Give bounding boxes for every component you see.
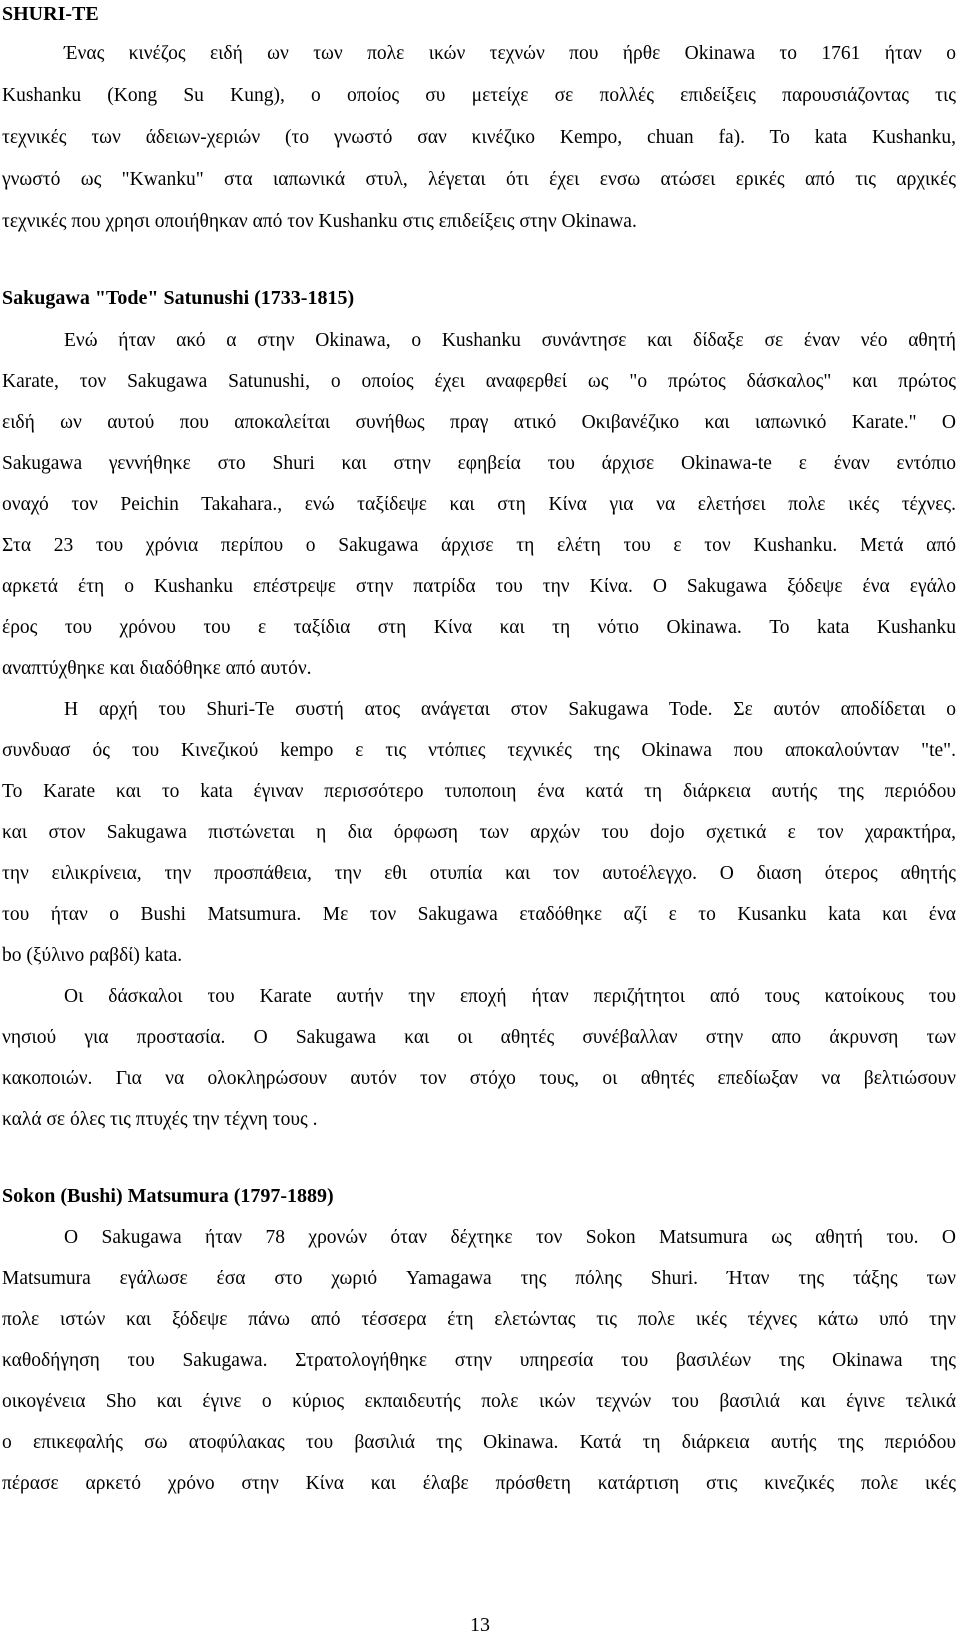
paragraph-line: Στα 23 του χρόνια περίπου ο Sakugawa άρχισε τη ελέτη του ε τον Kushanku. Μετά από [2, 535, 956, 556]
paragraph-line: Ενώ ήταν ακό α στην Okinawa, ο Kushanku συνάντησε και δίδαξε σε έναν νέο αθητή [64, 330, 956, 351]
paragraph-line: Ο Sakugawa ήταν 78 χρονών όταν δέχτηκε τον Sokon Matsumura ως αθητή του. Ο [64, 1227, 956, 1248]
paragraph-line: ειδή ων αυτού που αποκαλείται συνήθως πραγ ατικό Οκιβανέζικο και ιαπωνικό Karate." Ο [2, 412, 956, 433]
paragraph-line: Ένας κινέζος ειδή ων των πολε ικών τεχνών που ήρθε Okinawa το 1761 ήταν ο [64, 43, 956, 64]
paragraph-line: αρκετά έτη ο Kushanku επέστρεψε στην πατρίδα του την Κίνα. Ο Sakugawa ξόδεψε ένα εγάλο [2, 576, 956, 597]
paragraph-line: Οι δάσκαλοι του Karate αυτήν την εποχή ήταν περιζήτητοι από τους κατοίκους του [64, 986, 956, 1007]
paragraph-line: αναπτύχθηκε και διαδόθηκε από αυτόν. [2, 658, 312, 679]
section-heading: Sokon (Bushi) Matsumura (1797-1889) [2, 1185, 334, 1207]
paragraph-line: καθοδήγηση του Sakugawa. Στρατολογήθηκε στην υπηρεσία του βασιλέων της Okinawa της [2, 1350, 956, 1371]
page-number: 13 [470, 1614, 490, 1636]
paragraph-line: Το Karate και το kata έγιναν περισσότερο τυποποιη ένα κατά τη διάρκεια αυτής της περιόδου [2, 781, 956, 802]
paragraph-line: καλά σε όλες τις πτυχές την τέχνη τους . [2, 1109, 318, 1130]
paragraph-line: τεχνικές των άδειων-χεριών (το γνωστό σαν κινέζικο Kempo, chuan fa). Το kata Kushanku, [2, 127, 956, 148]
section-heading: Sakugawa "Tode" Satunushi (1733-1815) [2, 287, 355, 309]
paragraph-line: έρος του χρόνου του ε ταξίδια στη Κίνα και τη νότιο Okinawa. Το kata Kushanku [2, 617, 956, 638]
paragraph-line: οικογένεια Sho και έγινε ο κύριος εκπαιδευτής πολε ικών τεχνών του βασιλιά και έγινε τελικά [2, 1391, 956, 1412]
paragraph-line: του ήταν ο Bushi Matsumura. Με τον Sakugawa εταδόθηκε αζί ε το Kusanku kata και ένα [2, 904, 956, 925]
section-heading: SHURI-TE [2, 3, 99, 25]
paragraph-line: Sakugawa γεννήθηκε στο Shuri και στην εφηβεία του άρχισε Okinawa-te ε έναν εντόπιο [2, 453, 956, 474]
paragraph-line: Η αρχή του Shuri-Te συστή ατος ανάγεται στον Sakugawa Tode. Σε αυτόν αποδίδεται ο [64, 699, 956, 720]
paragraph-line: νησιού για προστασία. Ο Sakugawa και οι αθητές συνέβαλλαν στην απο άκρυνση των [2, 1027, 956, 1048]
paragraph-line: Kushanku (Kong Su Kung), ο οποίος συ μετείχε σε πολλές επιδείξεις παρουσιάζοντας τις [2, 85, 956, 106]
paragraph-line: πέρασε αρκετό χρόνο στην Κίνα και έλαβε πρόσθετη κατάρτιση στις κινεζικές πολε ικές [2, 1473, 956, 1494]
paragraph-line: Karate, τον Sakugawa Satunushi, ο οποίος έχει αναφερθεί ως "ο πρώτος δάσκαλος" και πρώτος [2, 371, 956, 392]
paragraph-line: πολε ιστών και ξόδεψε πάνω από τέσσερα έτη ελετώντας τις πολε ικές τέχνες κάτω υπό την [2, 1309, 956, 1330]
paragraph-line: γνωστό ως "Kwanku" στα ιαπωνικά στυλ, λέγεται ότι έχει ενσω ατώσει ερικές από τις αρχικές [2, 169, 956, 190]
paragraph-line: ο επικεφαλής σω ατοφύλακας του βασιλιά της Okinawa. Κατά τη διάρκεια αυτής της περιόδου [2, 1432, 956, 1453]
paragraph-line: Matsumura εγάλωσε έσα στο χωριό Yamagawa της πόλης Shuri. Ήταν της τάξης των [2, 1268, 956, 1289]
paragraph-line: κακοποιών. Για να ολοκληρώσουν αυτόν τον στόχο τους, οι αθητές επεδίωξαν να βελτιώσουν [2, 1068, 956, 1089]
paragraph-line: συνδυασ ός του Κινεζικού kempo ε τις ντόπιες τεχνικές της Okinawa που αποκαλούνταν "te". [2, 740, 956, 761]
paragraph-line: και στον Sakugawa πιστώνεται η δια όρφωση των αρχών του dojo σχετικά ε τον χαρακτήρα, [2, 822, 956, 843]
paragraph-line: οναχό τον Peichin Takahara., ενώ ταξίδεψε και στη Κίνα για να ελετήσει πολε ικές τέχνες. [2, 494, 956, 515]
paragraph-line: bo (ξύλινο ραβδί) kata. [2, 945, 183, 966]
paragraph-line: τεχνικές που χρησι οποιήθηκαν από τον Kushanku στις επιδείξεις στην Okinawa. [2, 211, 637, 232]
paragraph-line: την ειλικρίνεια, την προσπάθεια, την εθι οτυπία και τον αυτοέλεγχο. Ο διαση ότερος αθητής [2, 863, 956, 884]
